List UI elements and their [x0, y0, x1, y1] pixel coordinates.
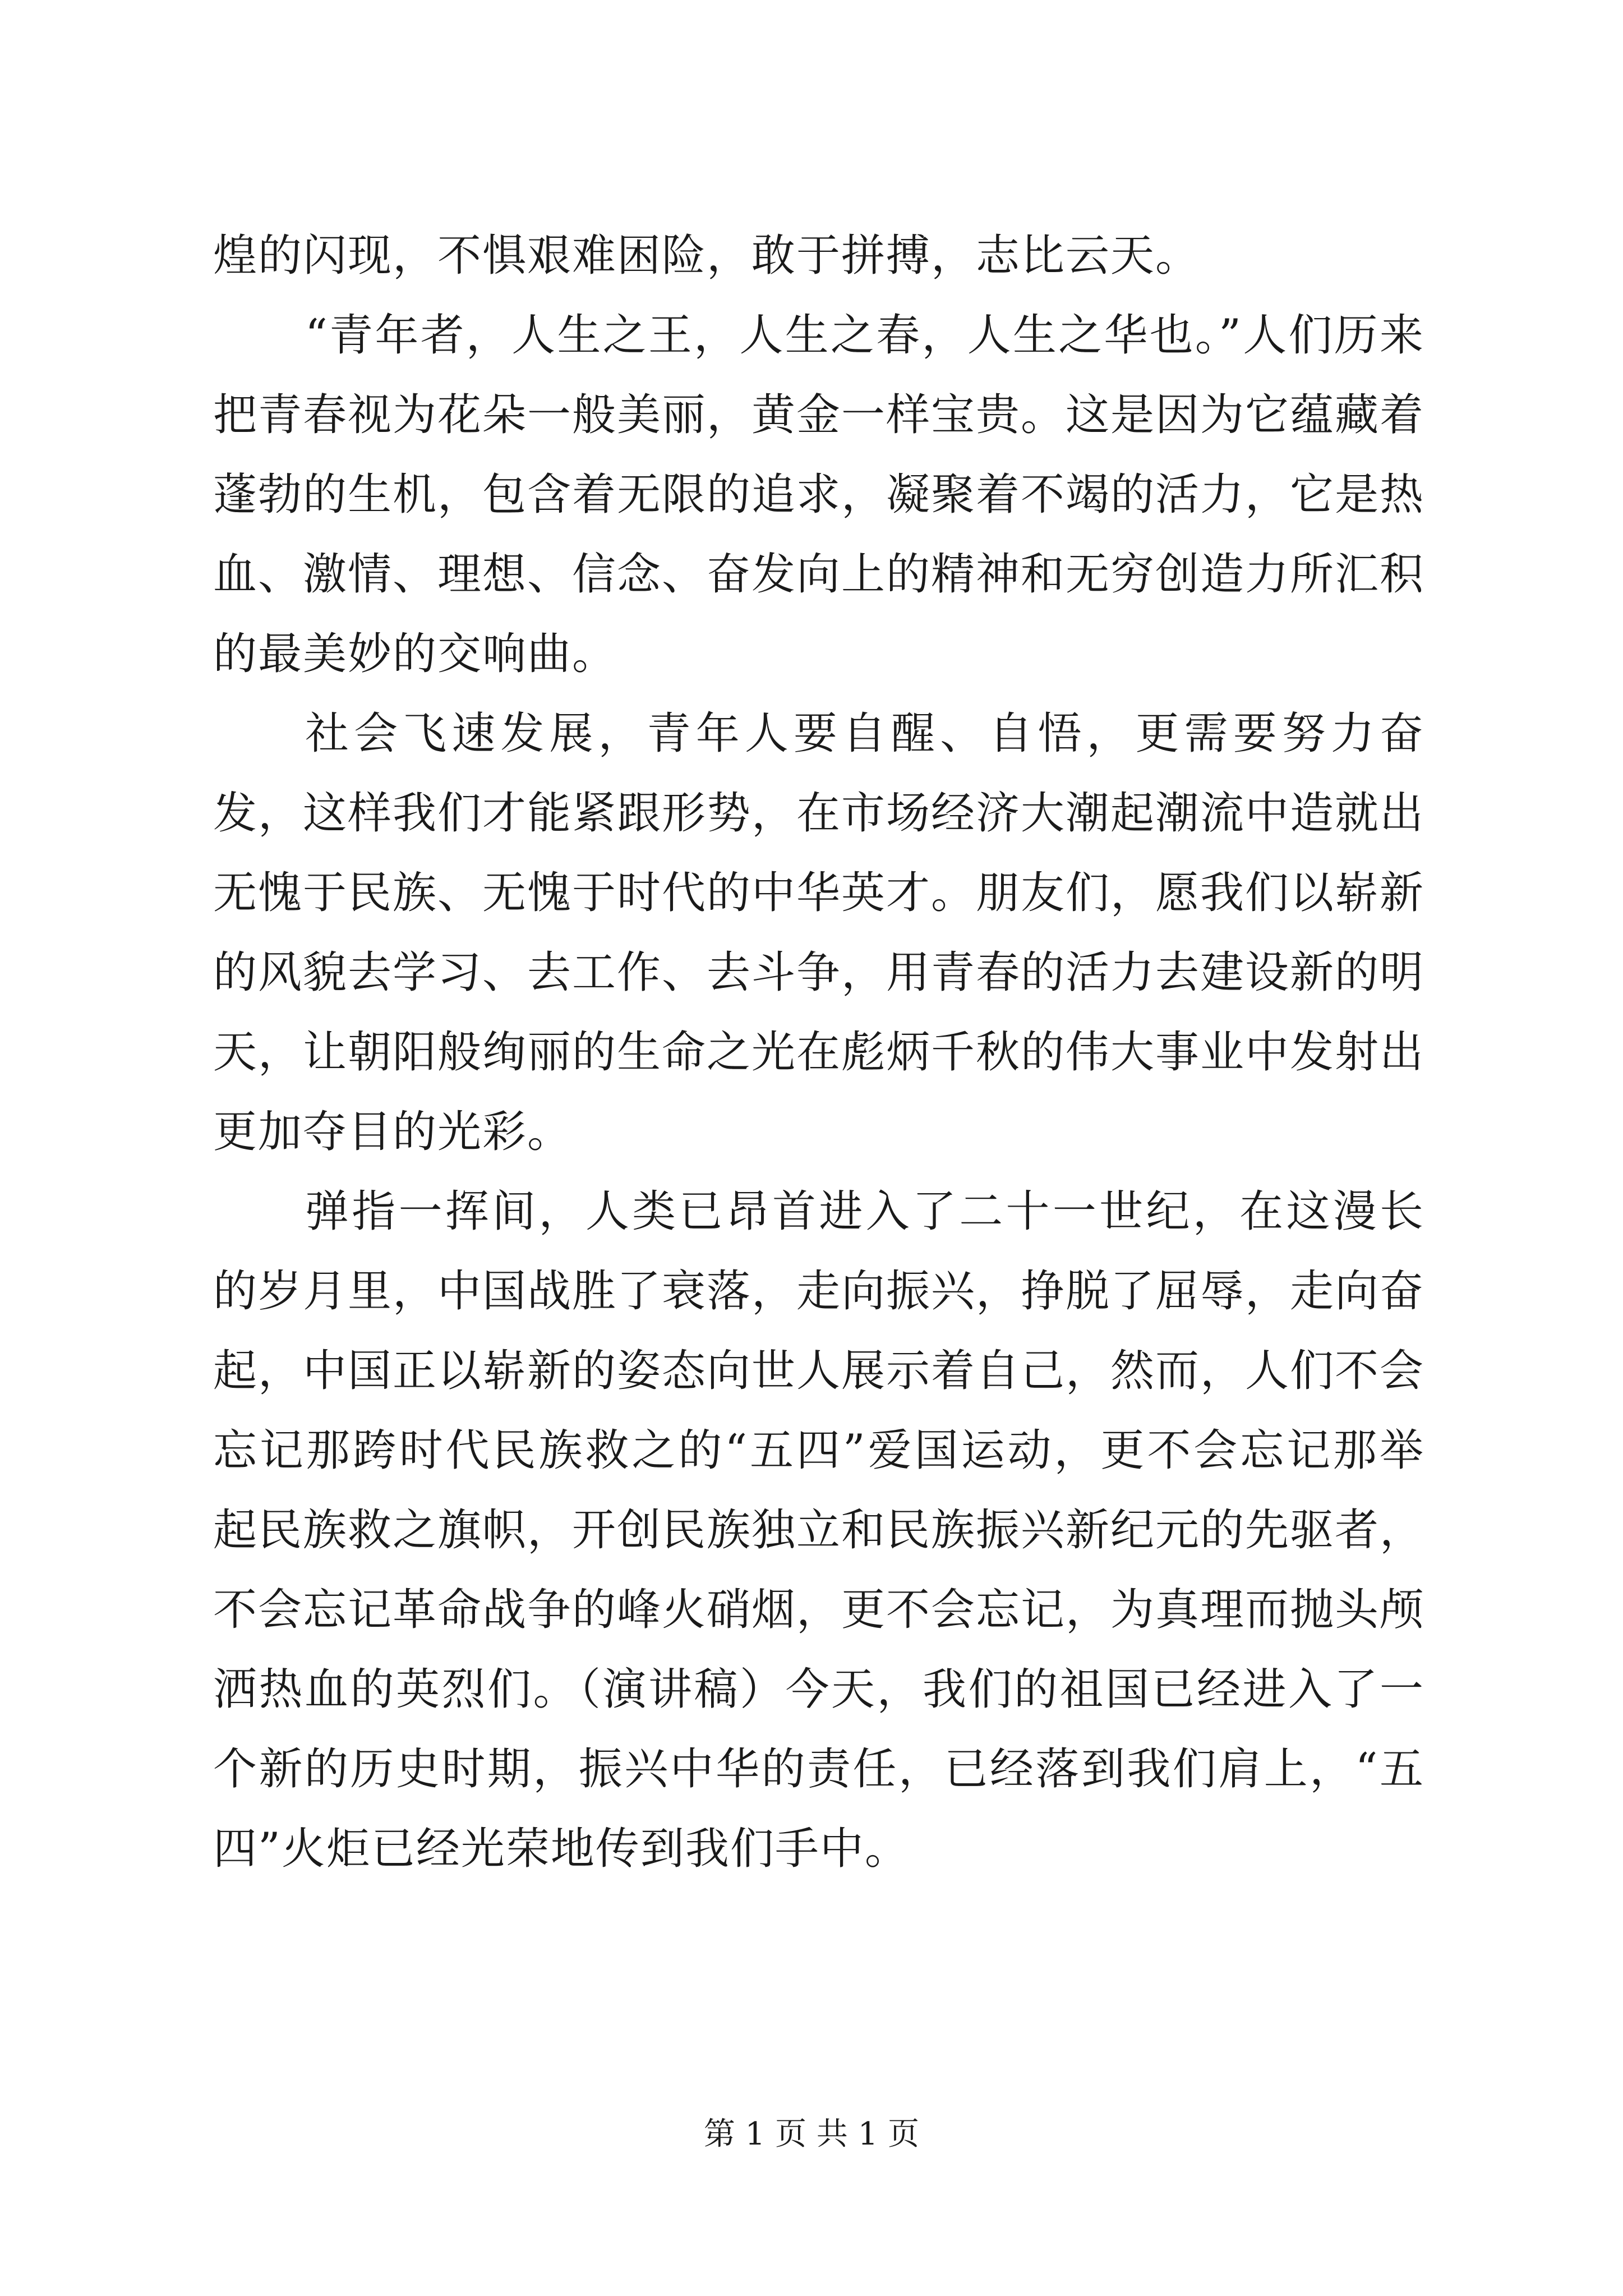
document-body — [213, 216, 1424, 1889]
paragraph-youth-quote: “青年者，人生之王，人生之春，人生之华也。”人们历来把青春视为花朵一般美丽，黄金一样宝贵。这是因为它蕴藏着蓬勃的生机，包含着无限的追求，凝聚着不竭的活力，它是热血、激情、理想、信念、奋发向上的精神和无穷创造力所汇积的最美妙的交响曲。 — [213, 310, 1425, 679]
paragraph-continuation: 煌的闪现，不惧艰难困险，敢于拼搏，志比云天。 — [213, 231, 1201, 281]
paragraph-social-development: 社会飞速发展，青年人要自醒、自悟，更需要努力奋发，这样我们才能紧跟形势，在市场经济大潮起潮流中造就出无愧于民族、无愧于时代的中华英才。朋友们，愿我们以崭新的风貌去学习、去工作、去斗争，用青春的活力去建设新的明天，让朝阳般绚丽的生命之光在彪炳千秋的伟大事业中发射出更加夺目的光彩。 — [213, 708, 1425, 1157]
paragraph-may-fourth: 弹指一挥间，人类已昂首进入了二十一世纪，在这漫长的岁月里，中国战胜了衰落，走向振兴，挣脱了屈辱，走向奋起，中国正以崭新的姿态向世人展示着自己，然而，人们不会忘记那跨时代民族救之的“五四”爱国运动，更不会忘记那举起民族救之旗帜，开创民族独立和民族振兴新纪元的先驱者，不会忘记革命战争的峰火硝烟，更不会忘记，为真理而抛头颅洒热血的英烈们。（演讲稿）今天，我们的祖国已经进入了一个新的历史时期，振兴中华的责任，已经落到我们肩上，“五四”火炬已经光荣地传到我们手中。 — [213, 1186, 1425, 1874]
page-footer: 第 1 页 共 1 页 — [703, 2116, 920, 2152]
